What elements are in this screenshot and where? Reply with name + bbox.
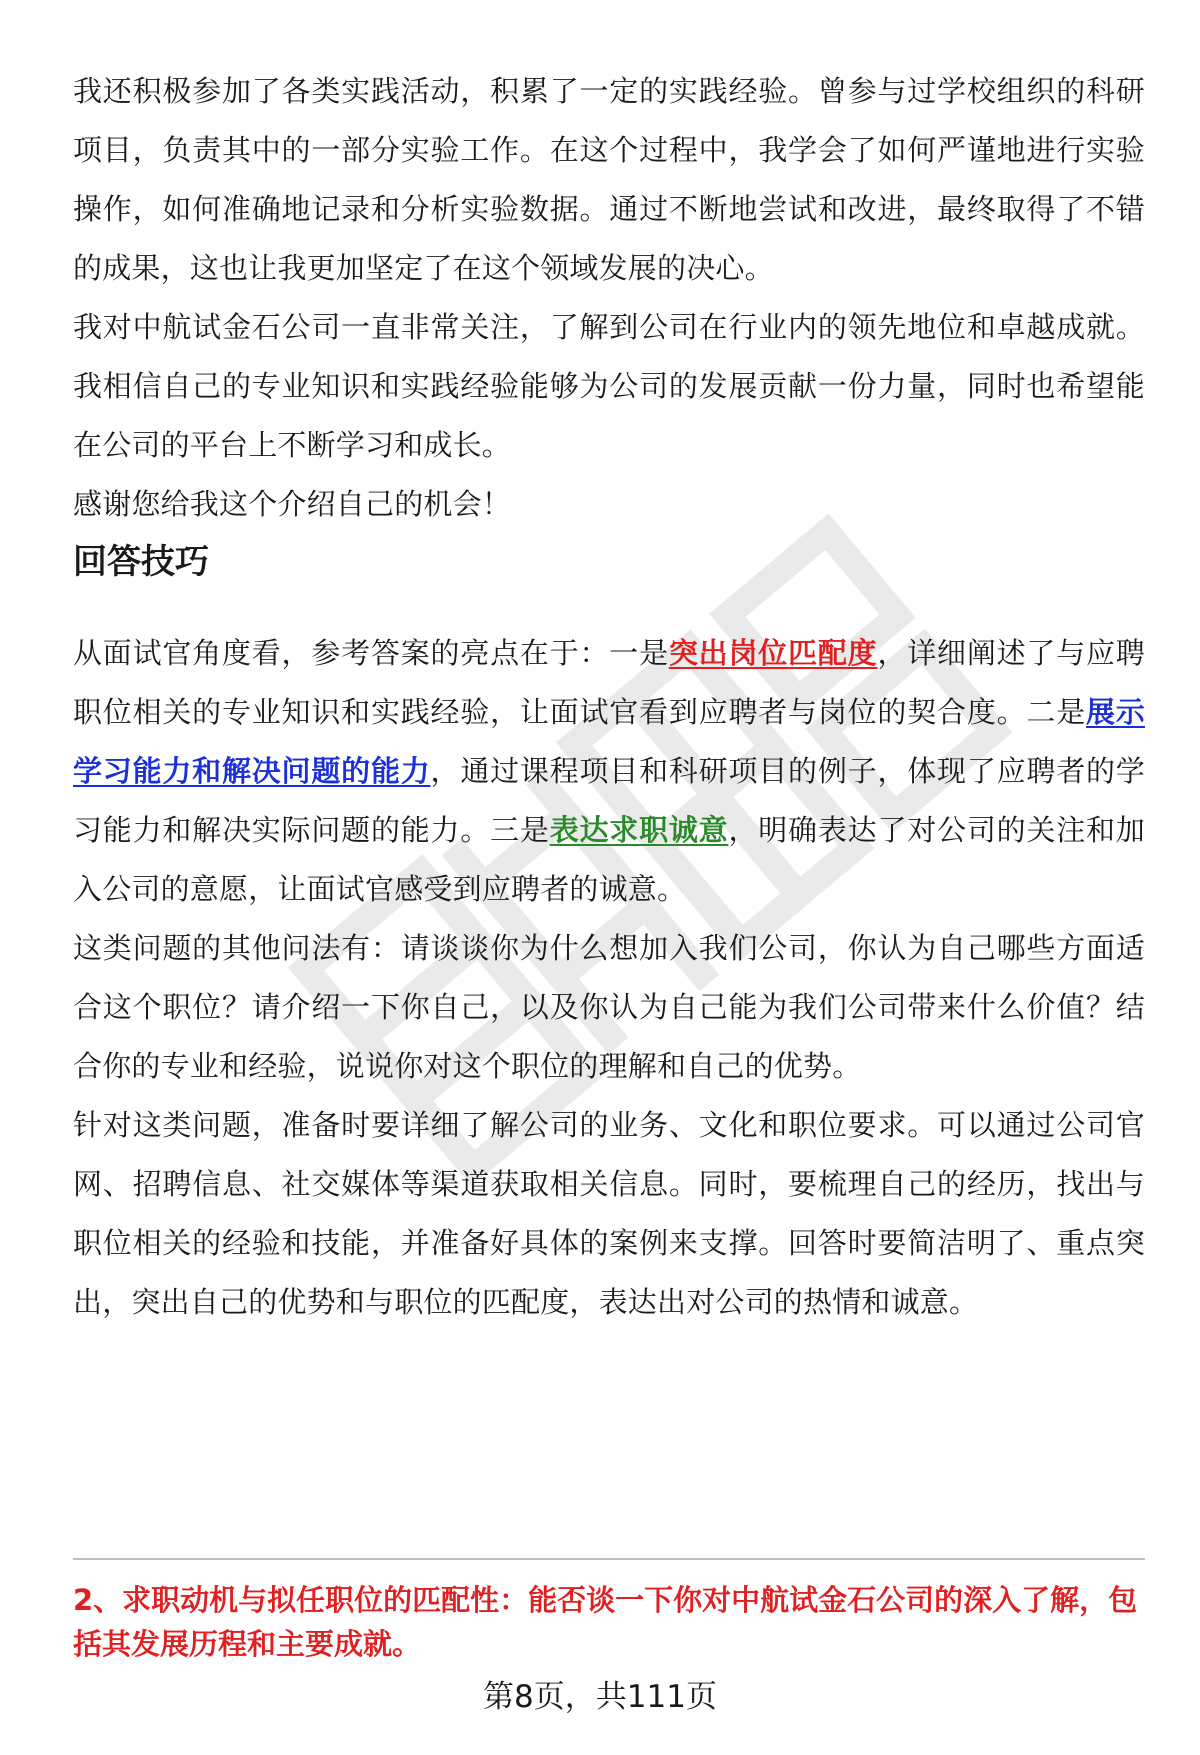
highlights-text-1: 从面试官角度看，参考答案的亮点在于：一是 [73,636,669,670]
highlight-sincerity: 表达求职诚意 [549,813,729,847]
section-title: 回答技巧 [73,542,209,582]
paragraph-answer-highlights [73,624,1145,919]
highlights-text-2: ，详细阐述了与应聘职位相关的专业知识和实践经验，让面试官看到应聘者与岗位的契合度。二是 [73,636,1145,729]
page-number-footer: 第8页，共111页 [483,1679,717,1715]
highlights-text-4: ，明确表达了对公司的关注和加入公司的意愿，让面试官感受到应聘者的诚意。 [73,813,1145,906]
paragraph-preparation-advice: 针对这类问题，准备时要详细了解公司的业务、文化和职位要求。可以通过公司官网、招聘信息、社交媒体等渠道获取相关信息。同时，要梳理自己的经历，找出与职位相关的经验和技能，并准备好具体的案例来支撑。回答时要简洁明了、重点突出，突出自己的优势和与职位的匹配度，表达出对公司的热情和诚意。 [73,1108,1145,1319]
highlight-learning-ability: 展示学习能力和解决问题的能力 [73,695,1145,788]
paragraph-practice-experience: 我还积极参加了各类实践活动，积累了一定的实践经验。曾参与过学校组织的科研项目，负责其中的一部分实验工作。在这个过程中，我学会了如何严谨地进行实验操作，如何准确地记录和分析实验数据。通过不断地尝试和改进，最终取得了不错的成果，这也让我更加坚定了在这个领域发展的决心。 [73,74,1145,285]
highlights-text-3: ，通过课程项目和科研项目的例子，体现了应聘者的学习能力和解决实际问题的能力。三是 [73,754,1145,847]
paragraph-thanks: 感谢您给我这个介绍自己的机会！ [73,487,512,521]
document-body [73,62,1145,1332]
next-question-heading: 2、求职动机与拟任职位的匹配性：能否谈一下你对中航试金石公司的深入了解，包括其发展历程和主要成就。 [73,1583,1138,1661]
paragraph-company-interest: 我对中航试金石公司一直非常关注，了解到公司在行业内的领先地位和卓越成就。我相信自己的专业知识和实践经验能够为公司的发展贡献一份力量，同时也希望能在公司的平台上不断学习和成长。 [73,310,1145,462]
section-divider [73,1558,1145,1560]
paragraph-alternative-questions: 这类问题的其他问法有：请谈谈你为什么想加入我们公司，你认为自己哪些方面适合这个职位？请介绍一下你自己，以及你认为自己能为我们公司带来什么价值？结合你的专业和经验，说说你对这个职位的理解和自己的优势。 [73,931,1145,1083]
highlight-job-match: 突出岗位匹配度 [668,636,878,670]
